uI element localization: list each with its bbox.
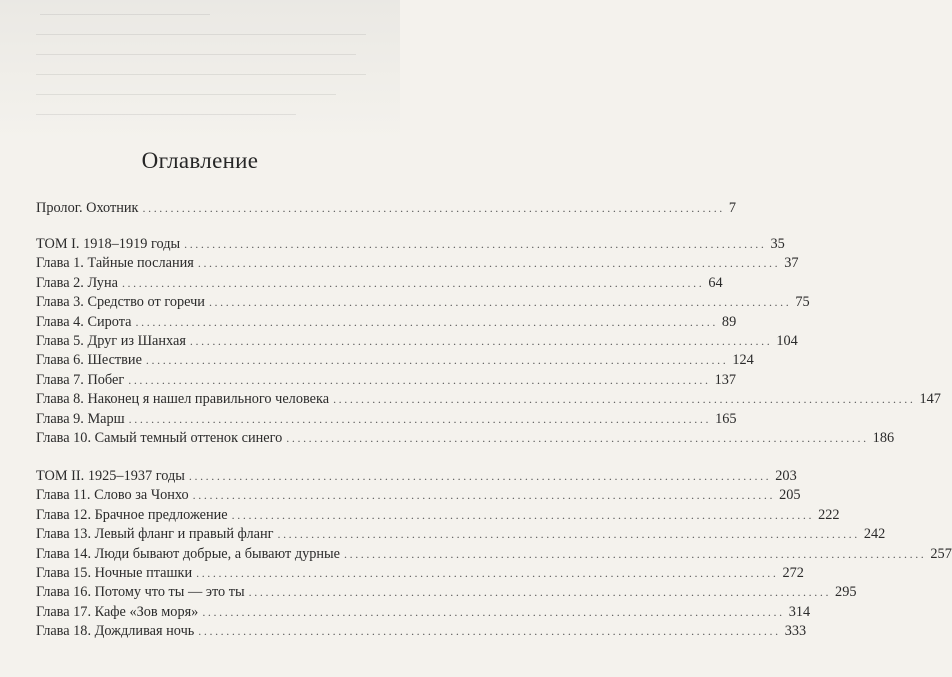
toc-entry-label: Глава 8. Наконец я нашел правильного человека <box>36 391 330 408</box>
dot-leader: ........................................................................................................ <box>121 275 705 290</box>
toc-entry-page: 137 <box>714 371 737 388</box>
toc-entry <box>36 199 737 218</box>
toc-entry-label: ТОМ I. 1918–1919 годы <box>36 236 181 252</box>
toc-entry <box>36 564 804 583</box>
dot-leader: ........................................................................................................ <box>142 201 725 215</box>
toc-entry-label: Глава 14. Люди бывают добрые, а бывают дурные <box>36 545 340 562</box>
dot-leader: ........................................................................................................ <box>192 488 776 503</box>
toc-entry-page: 314 <box>788 603 811 620</box>
toc-prologue <box>36 199 737 218</box>
toc-entry <box>36 545 952 564</box>
dot-leader: ........................................................................................................ <box>197 256 781 271</box>
toc-entry-page: 75 <box>795 294 810 311</box>
toc-entry-label: Глава 10. Самый темный оттенок синего <box>36 429 283 446</box>
toc-entry-page: 257 <box>930 545 952 562</box>
toc-entry <box>36 603 811 622</box>
toc-entry-page: 242 <box>863 526 886 543</box>
page-title: Оглавление <box>141 148 259 173</box>
dot-leader: ........................................................................................................ <box>202 604 785 619</box>
toc-entry-label: Глава 1. Тайные послания <box>36 255 194 272</box>
toc-entry-page: 205 <box>779 487 801 504</box>
toc-entry <box>36 371 737 390</box>
toc-entry-label: Глава 11. Слово за Чонхо <box>36 487 189 504</box>
toc-entry <box>36 583 857 602</box>
toc-volume-2 <box>36 467 952 642</box>
toc-entry-page: 37 <box>784 255 799 272</box>
toc-entry-page: 7 <box>728 200 737 216</box>
toc-entry-page: 64 <box>708 274 723 291</box>
dot-leader: ........................................................................................................ <box>196 565 779 580</box>
toc-entry-label: Глава 6. Шествие <box>36 352 142 369</box>
dot-leader: ........................................................................................................ <box>184 237 767 251</box>
dot-leader: ........................................................................................................ <box>135 314 718 329</box>
toc-entry-label: Глава 3. Средство от горечи <box>36 294 205 311</box>
toc-entry-label: Глава 5. Друг из Шанхая <box>36 332 186 349</box>
toc-entry-page: 104 <box>776 332 798 349</box>
toc-entry <box>36 313 737 332</box>
toc-entry-page: 203 <box>775 468 797 484</box>
toc-entry-label: Глава 4. Сирота <box>36 313 132 330</box>
toc-entry-page: 89 <box>721 313 737 330</box>
toc-entry <box>36 410 737 429</box>
toc-entry-label: Пролог. Охотник <box>36 200 139 216</box>
toc-entry-page: 186 <box>872 429 895 446</box>
dot-leader: ........................................................................................................ <box>128 411 712 426</box>
toc-entry <box>36 332 798 351</box>
toc-entry-label: Глава 18. Дождливая ночь <box>36 623 195 640</box>
toc-entry-page: 147 <box>919 391 941 408</box>
toc-volume-heading <box>36 467 797 486</box>
toc-entry-label: ТОМ II. 1925–1937 годы <box>36 468 185 484</box>
toc-volume-heading <box>36 235 785 254</box>
toc-entry-label: Глава 12. Брачное предложение <box>36 506 228 523</box>
toc-entry-page: 333 <box>784 623 807 640</box>
toc-entry-label: Глава 16. Потому что ты — это ты <box>36 584 245 601</box>
dot-leader: ........................................................................................................ <box>248 585 832 600</box>
dot-leader: ........................................................................................................ <box>208 295 792 310</box>
toc-entry <box>36 525 886 544</box>
dot-leader: ........................................................................................................ <box>277 527 860 542</box>
toc-entry <box>36 351 754 370</box>
dot-leader: ........................................................................................................ <box>286 430 869 445</box>
toc-entry <box>36 293 810 312</box>
toc-entry-page: 272 <box>782 564 804 581</box>
toc-entry <box>36 429 895 448</box>
dot-leader: ........................................................................................................ <box>128 372 711 387</box>
toc-entry <box>36 254 799 273</box>
toc-entry-label: Глава 7. Побег <box>36 371 125 388</box>
toc-entry <box>36 274 723 293</box>
toc-entry-page: 295 <box>835 584 857 601</box>
dot-leader: ........................................................................................................ <box>145 353 729 368</box>
toc-entry-page: 222 <box>818 506 840 523</box>
toc-entry-label: Глава 9. Марш <box>36 410 125 427</box>
toc-entry <box>36 622 807 641</box>
toc-entry-page: 35 <box>770 236 785 252</box>
toc-entry-page: 165 <box>715 410 737 427</box>
dot-leader: ........................................................................................................ <box>188 469 772 483</box>
dot-leader: ........................................................................................................ <box>189 333 773 348</box>
toc-entry <box>36 486 801 505</box>
toc-entry <box>36 506 840 525</box>
dot-leader: ........................................................................................................ <box>333 392 916 407</box>
toc-entry-page: 124 <box>732 352 754 369</box>
toc-entry <box>36 390 941 409</box>
toc-entry-label: Глава 13. Левый фланг и правый фланг <box>36 526 274 543</box>
dot-leader: ........................................................................................................ <box>231 507 815 522</box>
dot-leader: ........................................................................................................ <box>198 624 781 639</box>
toc-entry-label: Глава 15. Ночные пташки <box>36 564 193 581</box>
dot-leader: ........................................................................................................ <box>344 546 927 561</box>
show-through-text <box>0 0 400 140</box>
toc-entry-label: Глава 17. Кафе «Зов моря» <box>36 603 199 620</box>
toc-volume-1 <box>36 235 941 448</box>
toc-entry-label: Глава 2. Луна <box>36 274 118 291</box>
